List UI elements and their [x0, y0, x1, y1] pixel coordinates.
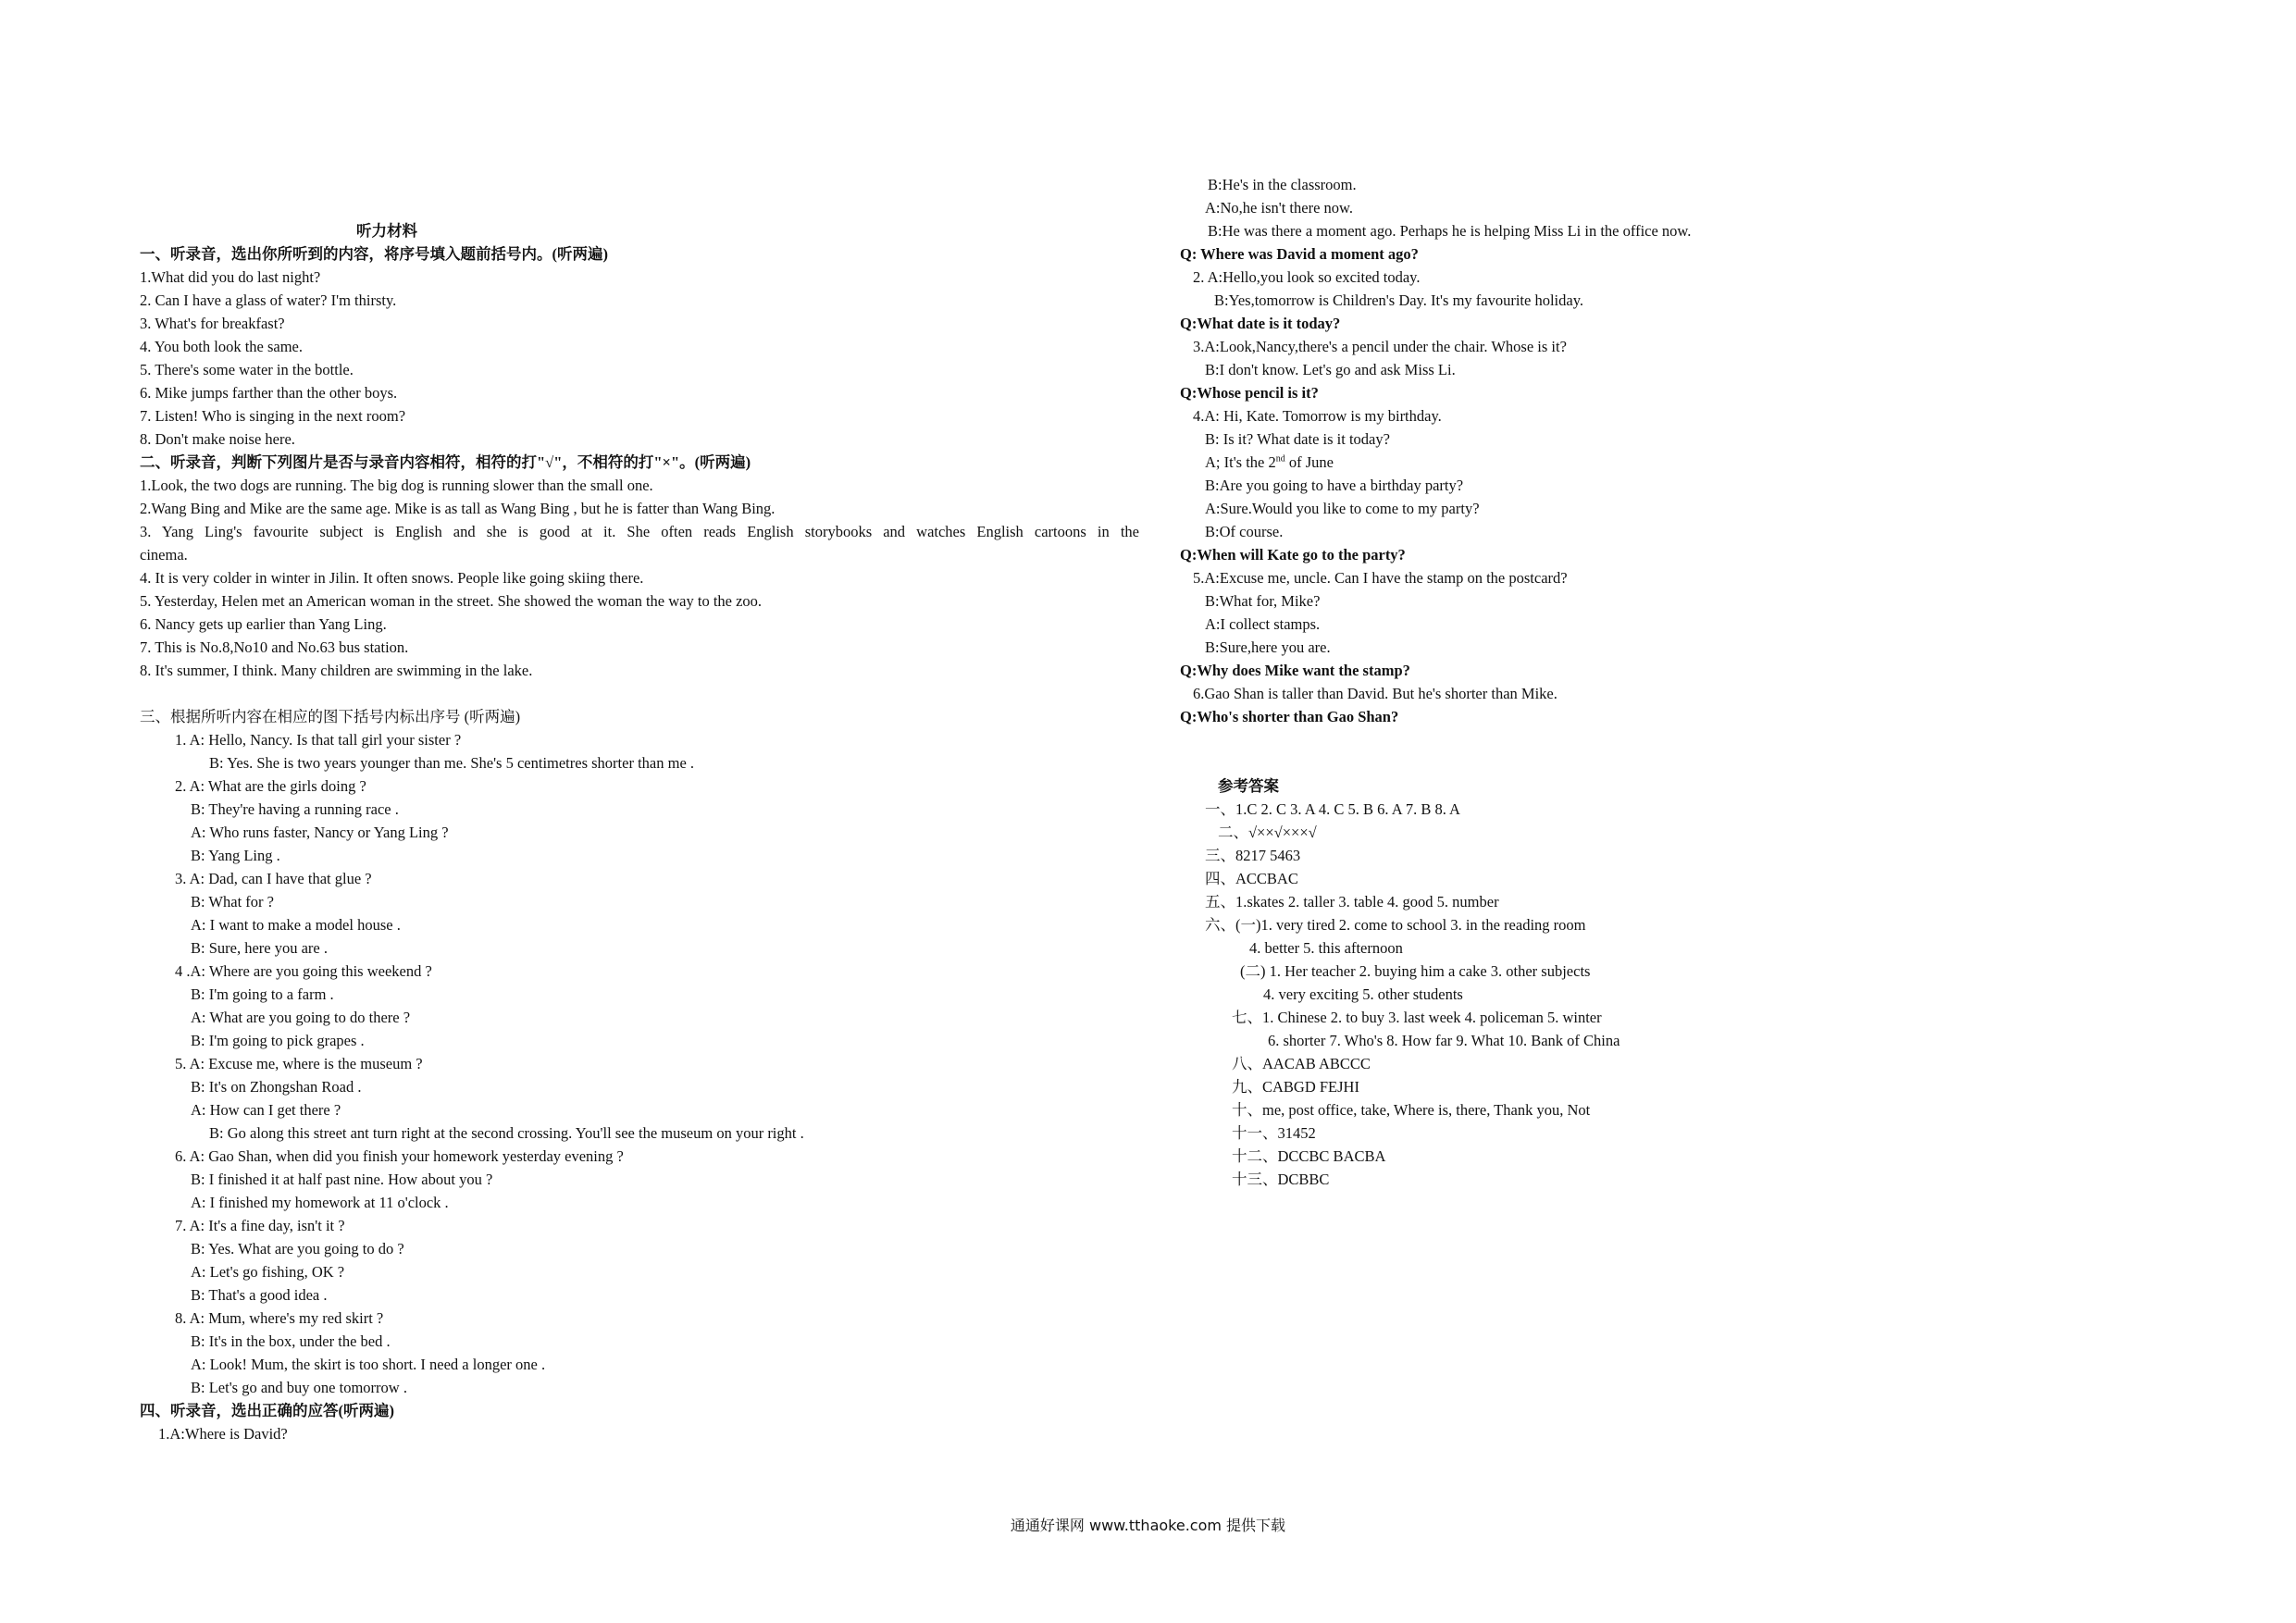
s4-line: B:Yes,tomorrow is Children's Day. It's my favourite holiday.: [1214, 291, 1584, 309]
s2-item: 5. Yesterday, Helen met an American woman in the street. She showed the woman the way to the zoo.: [140, 592, 763, 610]
answer-line: 十、me, post office, take, Where is, there, Thank you, Not: [1232, 1101, 1591, 1119]
s2-item: 7. This is No.8,No10 and No.63 bus station.: [140, 638, 409, 656]
s1-item: 6. Mike jumps farther than the other boys.: [140, 384, 398, 402]
s3-line: B: Yang Ling .: [191, 847, 280, 864]
s4-line: A; It's the 2nd of June: [1205, 453, 1334, 471]
s4-line: A:No,he isn't there now.: [1205, 199, 1353, 217]
s4-line: A:Sure.Would you like to come to my party?: [1205, 500, 1480, 517]
s4-question: Q:When will Kate go to the party?: [1180, 546, 1406, 564]
answer-line: 四、ACCBAC: [1205, 870, 1298, 887]
s3-line: 8. A: Mum, where's my red skirt ?: [175, 1309, 384, 1327]
s3-line: 2. A: What are the girls doing ?: [175, 777, 366, 795]
section-2-heading: 二、听录音，判断下列图片是否与录音内容相符，相符的打"√"，不相符的打"×"。(听两遍): [140, 453, 751, 471]
s2-item: 3. Yang Ling's favourite subject is English and she is good at it. She often reads English storybooks and watches English cartoons in the: [140, 523, 1139, 540]
section-3-heading: 三、根据所听内容在相应的图下括号内标出序号 (听两遍): [140, 708, 521, 725]
s4-line: 1.A:Where is David?: [158, 1425, 288, 1443]
answer-line: 二、√××√×××√: [1218, 824, 1317, 841]
answer-line: 十二、DCCBC BACBA: [1232, 1147, 1386, 1165]
s3-line: A: I want to make a model house .: [191, 916, 401, 934]
s4-line: 4.A: Hi, Kate. Tomorrow is my birthday.: [1193, 407, 1442, 425]
s3-line: B: Let's go and buy one tomorrow .: [191, 1379, 407, 1396]
s3-line: A: I finished my homework at 11 o'clock .: [191, 1194, 449, 1211]
answer-line: 一、1.C 2. C 3. A 4. C 5. B 6. A 7. B 8. A: [1205, 800, 1460, 818]
s1-item: 5. There's some water in the bottle.: [140, 361, 354, 378]
s4-line: A:I collect stamps.: [1205, 615, 1321, 633]
s3-line: A: What are you going to do there ?: [191, 1009, 411, 1026]
s3-line: B: I finished it at half past nine. How about you ?: [191, 1171, 493, 1188]
s3-line: B: What for ?: [191, 893, 274, 911]
s2-item: 1.Look, the two dogs are running. The big dog is running slower than the small one.: [140, 477, 653, 494]
s3-line: 5. A: Excuse me, where is the museum ?: [175, 1055, 423, 1072]
s4-line: 2. A:Hello,you look so excited today.: [1193, 268, 1421, 286]
s4-question: Q:Who's shorter than Gao Shan?: [1180, 708, 1399, 725]
s3-line: A: Let's go fishing, OK ?: [191, 1263, 345, 1281]
s2-item: 4. It is very colder in winter in Jilin. It often snows. People like going skiing there.: [140, 569, 644, 587]
answer-line: 十一、31452: [1232, 1124, 1316, 1142]
s1-item: 8. Don't make noise here.: [140, 430, 295, 448]
s3-line: B: I'm going to a farm .: [191, 985, 334, 1003]
s3-line: 3. A: Dad, can I have that glue ?: [175, 870, 372, 887]
section-4-heading: 四、听录音，选出正确的应答(听两遍): [140, 1402, 394, 1419]
s3-line: B: That's a good idea .: [191, 1286, 328, 1304]
answer-line: 八、AACAB ABCCC: [1232, 1055, 1371, 1072]
s4-line: B:Are you going to have a birthday party?: [1205, 477, 1464, 494]
s3-line: B: Go along this street ant turn right at the second crossing. You'll see the museum on your right .: [209, 1124, 804, 1142]
s3-line: B: Yes. What are you going to do ?: [191, 1240, 404, 1258]
s4-line: B:He's in the classroom.: [1208, 176, 1357, 193]
answer-line: (二) 1. Her teacher 2. buying him a cake 3. other subjects: [1240, 962, 1591, 980]
s3-line: B: It's in the box, under the bed .: [191, 1332, 391, 1350]
s4-line: B: Is it? What date is it today?: [1205, 430, 1390, 448]
s3-line: 6. A: Gao Shan, when did you finish your homework yesterday evening ?: [175, 1147, 624, 1165]
page-title: 听力材料: [356, 222, 417, 240]
s4-question: Q:Why does Mike want the stamp?: [1180, 662, 1410, 679]
s1-item: 3. What's for breakfast?: [140, 315, 285, 332]
answers-title: 参考答案: [1218, 777, 1279, 795]
answer-line: 4. very exciting 5. other students: [1263, 985, 1463, 1003]
section-1-heading: 一、听录音，选出你所听到的内容，将序号填入题前括号内。(听两遍): [140, 245, 608, 263]
s3-line: 4 .A: Where are you going this weekend ?: [175, 962, 432, 980]
s3-line: A: Look! Mum, the skirt is too short. I need a longer one .: [191, 1356, 546, 1373]
answer-line: 十三、DCBBC: [1232, 1171, 1330, 1188]
s3-line: B: It's on Zhongshan Road .: [191, 1078, 362, 1096]
s3-line: B: Sure, here you are .: [191, 939, 328, 957]
s4-line: 3.A:Look,Nancy,there's a pencil under the chair. Whose is it?: [1193, 338, 1567, 355]
s3-line: A: How can I get there ?: [191, 1101, 341, 1119]
answer-line: 六、(一)1. very tired 2. come to school 3. in the reading room: [1205, 916, 1586, 934]
s4-line: B:He was there a moment ago. Perhaps he is helping Miss Li in the office now.: [1208, 222, 1692, 240]
s3-line: B: I'm going to pick grapes .: [191, 1032, 365, 1049]
answer-line: 4. better 5. this afternoon: [1249, 939, 1403, 957]
s3-line: A: Who runs faster, Nancy or Yang Ling ?: [191, 824, 449, 841]
s4-line: B:Of course.: [1205, 523, 1284, 540]
answer-line: 九、CABGD FEJHI: [1232, 1078, 1359, 1096]
s2-item: 6. Nancy gets up earlier than Yang Ling.: [140, 615, 387, 633]
s1-item: 2. Can I have a glass of water? I'm thirsty.: [140, 291, 397, 309]
s4-question: Q:What date is it today?: [1180, 315, 1341, 332]
s1-item: 7. Listen! Who is singing in the next room?: [140, 407, 406, 425]
answer-line: 五、1.skates 2. taller 3. table 4. good 5. number: [1205, 893, 1499, 911]
s4-question: Q:Whose pencil is it?: [1180, 384, 1319, 402]
s2-item: 2.Wang Bing and Mike are the same age. Mike is as tall as Wang Bing , but he is fatter than Wang Bing.: [140, 500, 776, 517]
s2-item-continued: cinema.: [140, 546, 188, 564]
s4-line: B:Sure,here you are.: [1205, 638, 1331, 656]
footer-watermark: 通通好课网 www.tthaoke.com 提供下载: [1010, 1517, 1286, 1534]
s4-question: Q: Where was David a moment ago?: [1180, 245, 1419, 263]
answer-line: 6. shorter 7. Who's 8. How far 9. What 10. Bank of China: [1268, 1032, 1620, 1049]
s1-item: 4. You both look the same.: [140, 338, 304, 355]
s4-line: B:What for, Mike?: [1205, 592, 1321, 610]
answer-line: 三、8217 5463: [1205, 847, 1301, 864]
s3-line: B: Yes. She is two years younger than me. She's 5 centimetres shorter than me .: [209, 754, 695, 772]
s4-line: B:I don't know. Let's go and ask Miss Li.: [1205, 361, 1456, 378]
answer-line: 七、1. Chinese 2. to buy 3. last week 4. policeman 5. winter: [1232, 1009, 1602, 1026]
s4-line: 5.A:Excuse me, uncle. Can I have the stamp on the postcard?: [1193, 569, 1568, 587]
s2-item: 8. It's summer, I think. Many children are swimming in the lake.: [140, 662, 533, 679]
s3-line: 1. A: Hello, Nancy. Is that tall girl your sister ?: [175, 731, 462, 749]
s4-line: 6.Gao Shan is taller than David. But he's shorter than Mike.: [1193, 685, 1558, 702]
s3-line: B: They're having a running race .: [191, 800, 399, 818]
s3-line: 7. A: It's a fine day, isn't it ?: [175, 1217, 345, 1234]
s1-item: 1.What did you do last night?: [140, 268, 321, 286]
